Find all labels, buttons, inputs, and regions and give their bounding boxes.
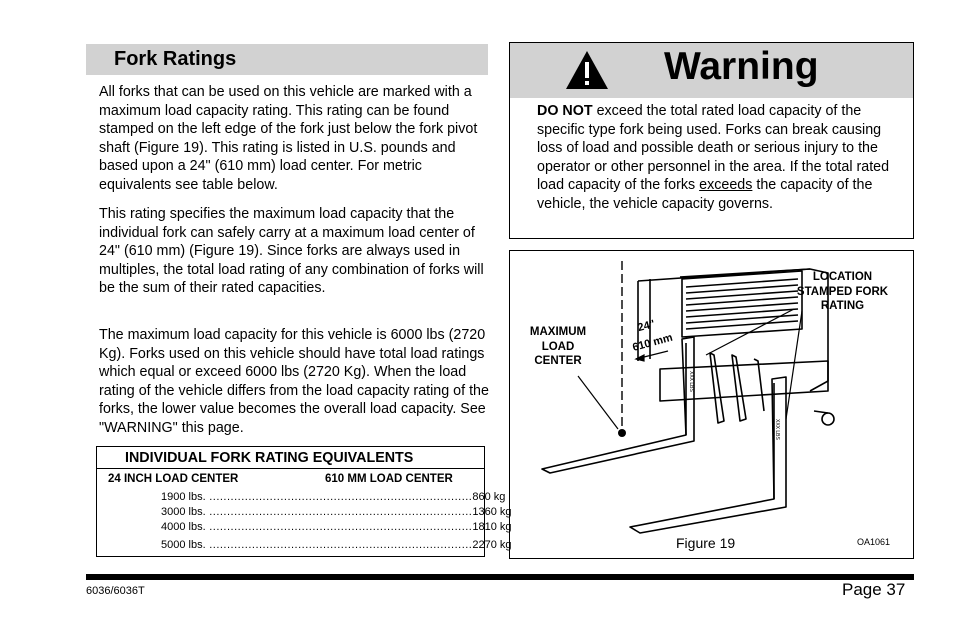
warning-lead: DO NOT: [537, 103, 593, 119]
figure-caption: Figure 19: [676, 535, 736, 551]
row-lbs: 1900 lbs.: [161, 491, 206, 503]
warning-text: [537, 102, 897, 214]
warning-triangle-icon: [564, 49, 610, 91]
model-number: 6036/6036T: [86, 585, 145, 597]
fork-ratings-title: Fork Ratings: [114, 48, 237, 70]
fork-stamp-text: XXX LBS: [774, 419, 780, 440]
warning-text-2: the capacity of the vehicle, the vehicle capacity governs.: [537, 177, 873, 212]
fork-ratings-paragraph-1: All forks that can be used on this vehicle are marked with a maximum load capacity rating. This rating can be found stamped on the left edge of the fork just below the fork pivot shaft (Figure 19). This rating is listed in U.S. pounds and based upon a 24" (610 mm) load center. For metric equivalents see table below.: [99, 84, 478, 193]
table-header-row: [97, 469, 484, 489]
row-kg: 1360 kg: [472, 506, 512, 518]
warning-heading-bar: [510, 43, 913, 98]
warning-text-1: exceed the total rated load capacity of the specific type fork being used. Forks can break causing loss of load and possible death or serious injury to the operator or other personnel in the area. If the total rated load capacity of the forks: [537, 103, 890, 194]
dimension-24-inch: 24": [636, 318, 657, 335]
table-title: INDIVIDUAL FORK RATING EQUIVALENTS: [97, 447, 484, 469]
warning-underlined-word: exceeds: [699, 177, 753, 194]
location-stamped-fork-rating-label: LOCATION STAMPED FORK RATING: [796, 271, 889, 313]
fork-rating-equivalents-table: [96, 446, 512, 557]
dimension-610-mm: 610 mm: [631, 331, 674, 354]
figure-code: OA1061: [857, 537, 891, 547]
footer-rule: [86, 574, 914, 580]
table-row: 1900 lbs. .......................................................................... 860 kg: [161, 491, 506, 503]
table-row: 5000 lbs. .......................................................................... 2270 kg: [161, 539, 512, 551]
row-lbs: 3000 lbs.: [161, 506, 206, 518]
col-header-24-inch: 24 INCH LOAD CENTER: [108, 473, 239, 485]
warning-title: Warning: [664, 45, 819, 88]
figure-19-box: [509, 250, 914, 559]
page-number: Page 37: [842, 580, 906, 599]
row-lbs: 5000 lbs.: [161, 539, 206, 551]
maximum-load-center-label: MAXIMUM LOAD CENTER: [529, 326, 587, 368]
fork-ratings-heading-bar: [86, 44, 488, 75]
row-kg: 2270 kg: [472, 539, 512, 551]
row-kg: 860 kg: [472, 491, 506, 503]
warning-box: [509, 42, 914, 239]
table-row: 3000 lbs. .......................................................................... 1360 kg: [161, 506, 512, 518]
table-row: 4000 lbs. .......................................................................... 1810 kg: [161, 521, 512, 533]
row-lbs: 4000 lbs.: [161, 521, 206, 533]
fork-ratings-paragraph-3: The maximum load capacity for this vehicle is 6000 lbs (2720 Kg). Forks used on this vehicle should have total load ratings which equal or exceed 6000 lbs (2720 Kg). When the load rating of the vehicle differs from the load capacity rating of the forks, the lower value becomes the overall load capacity. See "WARNING" this page.: [99, 327, 489, 436]
col-header-610-mm: 610 MM LOAD CENTER: [325, 473, 453, 485]
fork-ratings-paragraph-2: This rating specifies the maximum load capacity that the individual fork can safely carry at a maximum load center of 24" (610 mm) (Figure 19). Since forks are always used in multiples, the total load rating of any combination of forks will be the sum of their rated capacities.: [99, 206, 484, 297]
row-kg: 1810 kg: [472, 521, 512, 533]
fork-stamp-text: XXX LBS: [688, 371, 694, 392]
